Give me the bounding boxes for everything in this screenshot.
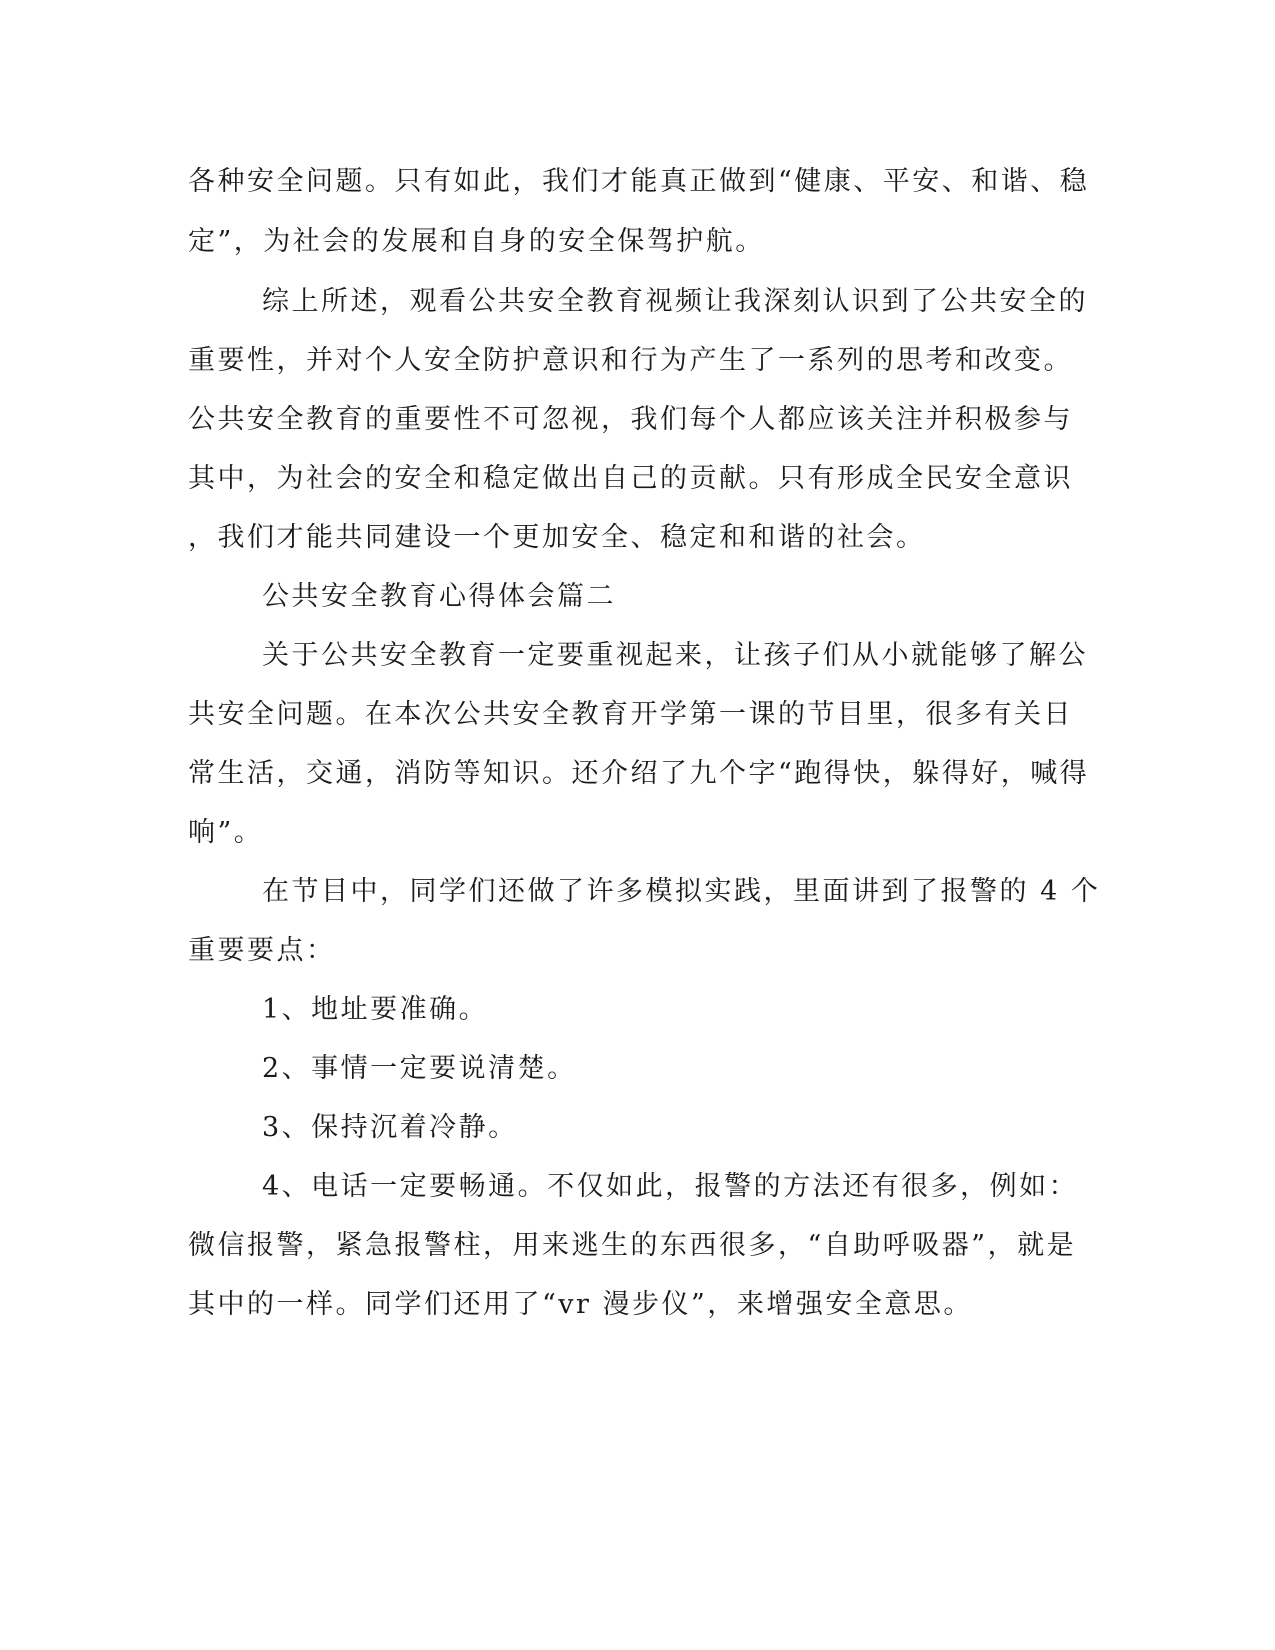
text-line: 定”，为社会的发展和自身的安全保驾护航。: [188, 226, 765, 257]
section-heading: 公共安全教育心得体会篇二: [262, 581, 616, 612]
text-line: 各种安全问题。只有如此，我们才能真正做到“健康、平安、和谐、稳: [188, 166, 1090, 197]
text-line: 共安全问题。在本次公共安全教育开学第一课的节目里，很多有关日: [188, 699, 1073, 730]
text-line: 关于公共安全教育一定要重视起来，让孩子们从小就能够了解公: [262, 640, 1088, 671]
text-line: 重要要点：: [188, 935, 336, 966]
text-line: 微信报警，紧急报警柱，用来逃生的东西很多，“自助呼吸器”，就是: [188, 1230, 1077, 1261]
text-line: ，我们才能共同建设一个更加安全、稳定和和谐的社会。: [188, 522, 926, 553]
list-item: 2、事情一定要说清楚。: [262, 1053, 577, 1084]
text-line: 其中，为社会的安全和稳定做出自己的贡献。只有形成全民安全意识: [188, 463, 1073, 494]
list-item: 3、保持沉着冷静。: [262, 1112, 518, 1143]
text-line: 重要性，并对个人安全防护意识和行为产生了一系列的思考和改变。: [188, 345, 1073, 376]
text-line: 常生活，交通，消防等知识。还介绍了九个字“跑得快，躲得好，喊得: [188, 758, 1090, 789]
text-line: 响”。: [188, 817, 264, 848]
text-line: 公共安全教育的重要性不可忽视，我们每个人都应该关注并积极参与: [188, 404, 1073, 435]
list-item: 4、电话一定要畅通。不仅如此，报警的方法还有很多，例如：: [262, 1171, 1079, 1202]
list-item: 1、地址要准确。: [262, 994, 489, 1025]
text-line: 在节目中，同学们还做了许多模拟实践，里面讲到了报警的 4 个: [262, 876, 1101, 907]
text-line: 其中的一样。同学们还用了“vr 漫步仪”，来增强安全意思。: [188, 1289, 973, 1320]
text-line: 综上所述，观看公共安全教育视频让我深刻认识到了公共安全的: [262, 286, 1088, 317]
